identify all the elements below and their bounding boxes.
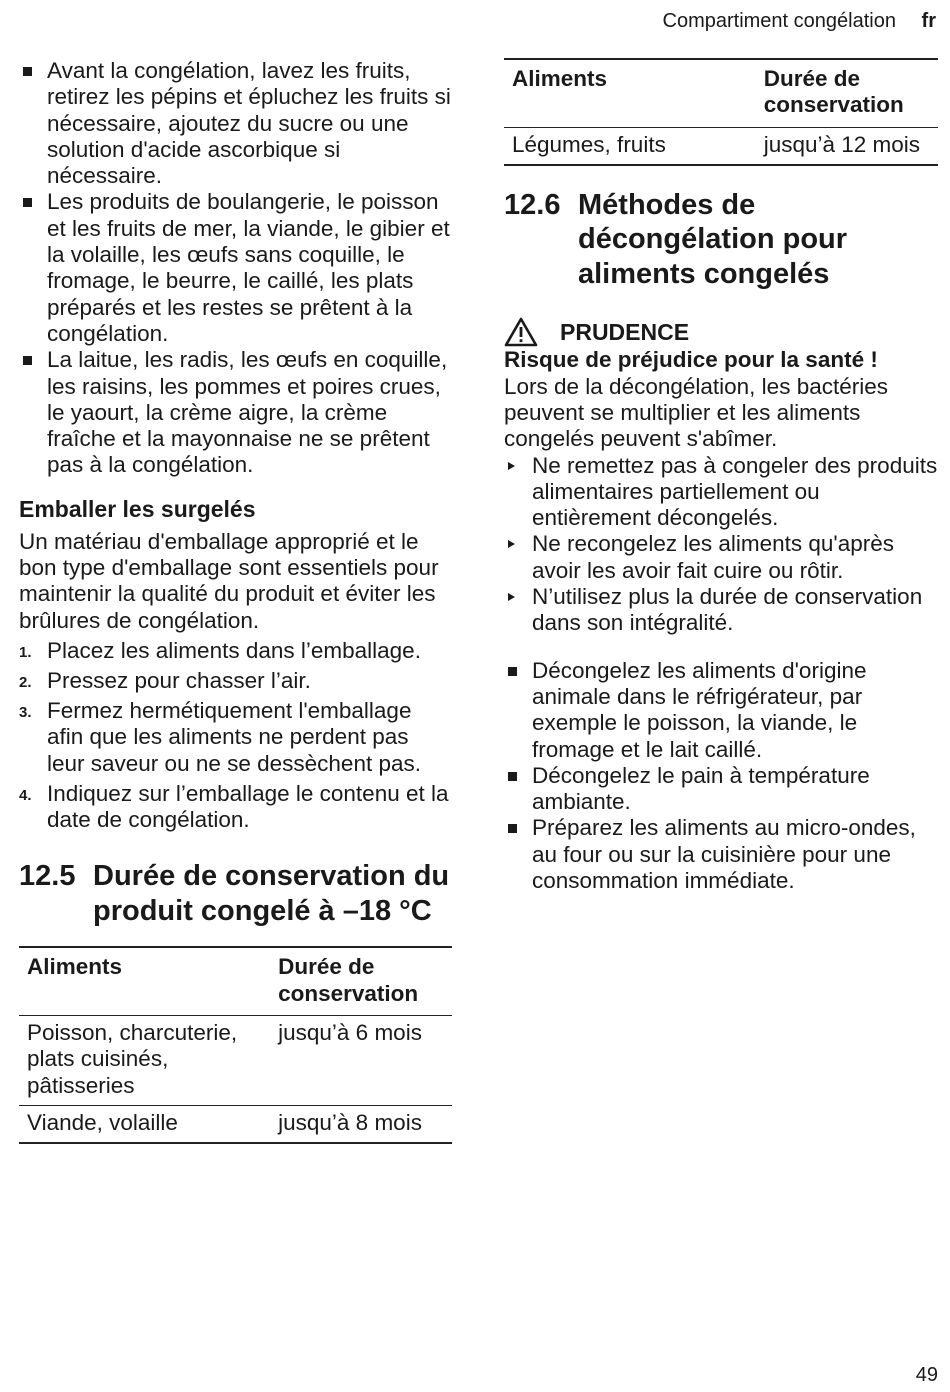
warning-triangle-icon	[504, 317, 538, 347]
step-text: Fermez hermétiquement l'emballage afin que les aliments ne perdent pas leur saveur ou ne se dessèchent pas.	[47, 698, 421, 776]
page-number: 49	[915, 1364, 938, 1386]
section-title: Durée de conservation du produit congelé à –18 °C	[93, 860, 450, 927]
caution-notice	[504, 317, 938, 636]
section-number: 12.5	[19, 860, 76, 893]
step-item	[19, 638, 452, 664]
storage-duration-table	[19, 946, 452, 1144]
caution-label: PRUDENCE	[560, 319, 690, 346]
list-item: Décongelez les aliments d'origine animale dans le réfrigérateur, par exemple le poisson, la viande, le fromage et le lait caillé.	[504, 658, 938, 763]
caution-subtitle: Risque de préjudice pour la santé !	[504, 347, 878, 373]
section-title: Méthodes de décongélation pour aliments congelés	[578, 188, 848, 290]
step-number: 1.	[19, 643, 32, 661]
table-cell: jusqu’à 6 mois	[278, 1020, 422, 1045]
step-item	[19, 698, 452, 777]
right-column	[504, 58, 938, 894]
packaging-intro: Un matériau d'emballage approprié et le bon type d'emballage sont essentiels pour maintenir la qualité du produit et éviter les brûlures de congélation.	[19, 528, 439, 633]
list-item: Les produits de boulangerie, le poisson et les fruits de mer, la viande, le gibier et la volaille, les œufs sans coquille, le fromage, le beurre, le caillé, les plats préparés et les restes se prêtent à la congélation.	[19, 189, 452, 347]
caution-text: Lors de la décongélation, les bactéries peuvent se multiplier et les aliments congelés peuvent s'abîmer.	[504, 373, 888, 452]
caution-header	[504, 317, 938, 347]
section-number: 12.6	[504, 188, 561, 221]
storage-duration-table-continued	[504, 58, 938, 166]
column-header: Durée de conservation	[278, 954, 419, 1006]
header-language-code: fr	[921, 10, 936, 32]
list-item: N’utilisez plus la durée de conservation dans son intégralité.	[504, 584, 938, 637]
step-text: Indiquez sur l’emballage le contenu et la date de congélation.	[47, 780, 449, 833]
table-cell: Viande, volaille	[27, 1109, 178, 1135]
list-item: La laitue, les radis, les œufs en coquille, les raisins, les pommes et poires crues, le yaourt, la crème aigre, la crème fraîche et la mayonnaise ne se prêtent pas à la congélation.	[19, 347, 452, 478]
step-text: Pressez pour chasser l’air.	[47, 668, 311, 694]
step-item	[19, 668, 452, 694]
step-item	[19, 781, 452, 834]
freezing-tips-list	[19, 58, 452, 479]
section-heading-12-6	[504, 188, 938, 292]
packaging-heading: Emballer les surgelés	[19, 495, 256, 522]
list-item: Ne recongelez les aliments qu'après avoir les avoir fait cuire ou rôtir.	[504, 531, 938, 584]
list-item: Décongelez le pain à température ambiante.	[504, 763, 938, 816]
column-header: Aliments	[27, 954, 123, 980]
column-header: Aliments	[512, 66, 608, 91]
table-header-row	[19, 947, 452, 1015]
list-item: Avant la congélation, lavez les fruits, retirez les pépins et épluchez les fruits si nécessaire, ajoutez du sucre ou une solution d'acide ascorbique si nécessaire.	[19, 58, 452, 189]
table-header-row	[504, 59, 938, 127]
header-section-title: Compartiment congélation	[662, 10, 896, 32]
table-cell: Poisson, charcuterie, plats cuisinés, pâtisseries	[27, 1020, 238, 1098]
step-number: 3.	[19, 704, 32, 722]
packaging-steps	[19, 638, 452, 833]
list-item: Ne remettez pas à congeler des produits alimentaires partiellement ou entièrement décongelés.	[504, 453, 938, 532]
step-text: Placez les aliments dans l’emballage.	[47, 637, 421, 663]
table-cell: jusqu’à 8 mois	[278, 1109, 422, 1135]
table-row	[19, 1105, 452, 1143]
caution-actions	[504, 453, 938, 637]
table-cell: jusqu’à 12 mois	[763, 131, 921, 157]
column-header: Durée de conservation	[763, 66, 904, 118]
step-number: 2.	[19, 674, 32, 692]
thawing-tips-list	[504, 658, 938, 895]
table-row	[504, 127, 938, 165]
left-column	[19, 58, 452, 1144]
table-row	[19, 1016, 452, 1106]
section-heading-12-5	[19, 859, 452, 928]
step-number: 4.	[19, 786, 32, 804]
running-header	[663, 9, 936, 33]
list-item: Préparez les aliments au micro-ondes, au four ou sur la cuisinière pour une consommation immédiate.	[504, 815, 938, 894]
table-cell: Légumes, fruits	[512, 131, 666, 157]
